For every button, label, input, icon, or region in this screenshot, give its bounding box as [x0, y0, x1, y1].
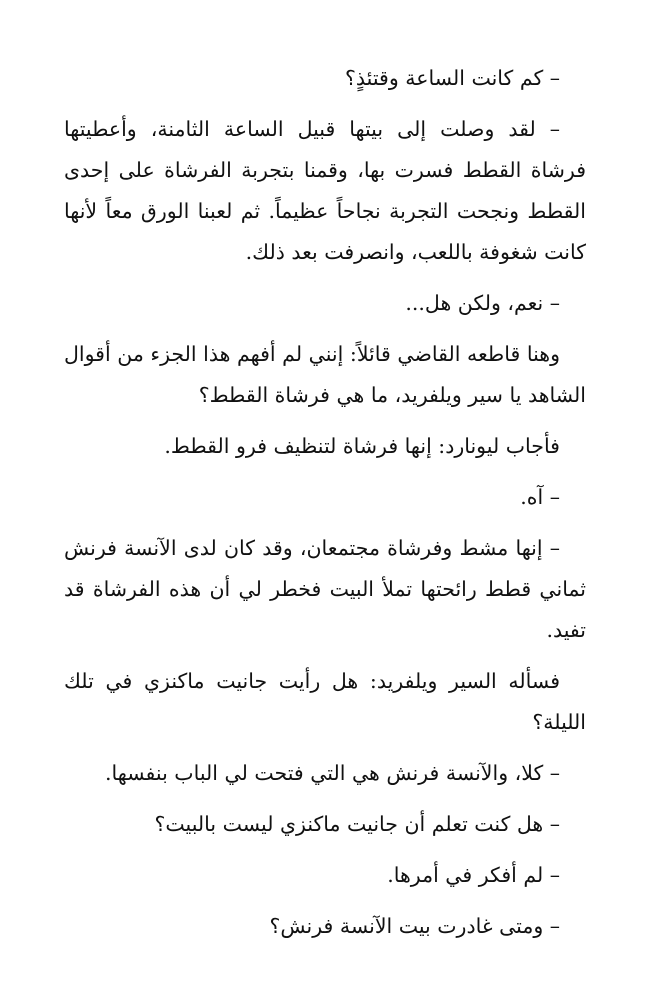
dialogue-line: – كم كانت الساعة وقتئذٍ؟: [345, 66, 560, 90]
dialogue-line: – ومتى غادرت بيت الآنسة فرنش؟: [269, 914, 560, 938]
book-page-text: [64, 58, 586, 947]
dialogue-line: – لم أفكر في أمرها.: [387, 863, 560, 887]
dialogue-line: – آه.: [520, 485, 560, 509]
narration-paragraph: فسأله السير ويلفريد: هل رأيت جانيت ماكنزي في تلك الليلة؟: [64, 669, 586, 734]
narration-paragraph: وهنا قاطعه القاضي قائلاً: إنني لم أفهم هذا الجزء من أقوال الشاهد يا سير ويلفريد، ما هي فرشاة القطط؟: [64, 342, 586, 407]
dialogue-line: – هل كنت تعلم أن جانيت ماكنزي ليست بالبيت؟: [154, 812, 560, 836]
dialogue-line: – كلا، والآنسة فرنش هي التي فتحت لي الباب بنفسها.: [105, 761, 560, 785]
dialogue-line: – إنها مشط وفرشاة مجتمعان، وقد كان لدى الآنسة فرنش ثماني قطط رائحتها تملأ البيت فخطر لي أن هذه الفرشاة قد تفيد.: [64, 536, 586, 642]
dialogue-line: – لقد وصلت إلى بيتها قبيل الساعة الثامنة، وأعطيتها فرشاة القطط فسرت بها، وقمنا بتجربة الفرشاة على إحدى القطط ونجحت التجربة نجاحاً عظيماً. ثم لعبنا الورق معاً لأنها كانت شغوفة باللعب، وانصرفت بعد ذلك.: [64, 117, 586, 264]
dialogue-line: – نعم، ولكن هل...: [405, 291, 560, 315]
narration-paragraph: فأجاب ليونارد: إنها فرشاة لتنظيف فرو القطط.: [164, 434, 560, 458]
